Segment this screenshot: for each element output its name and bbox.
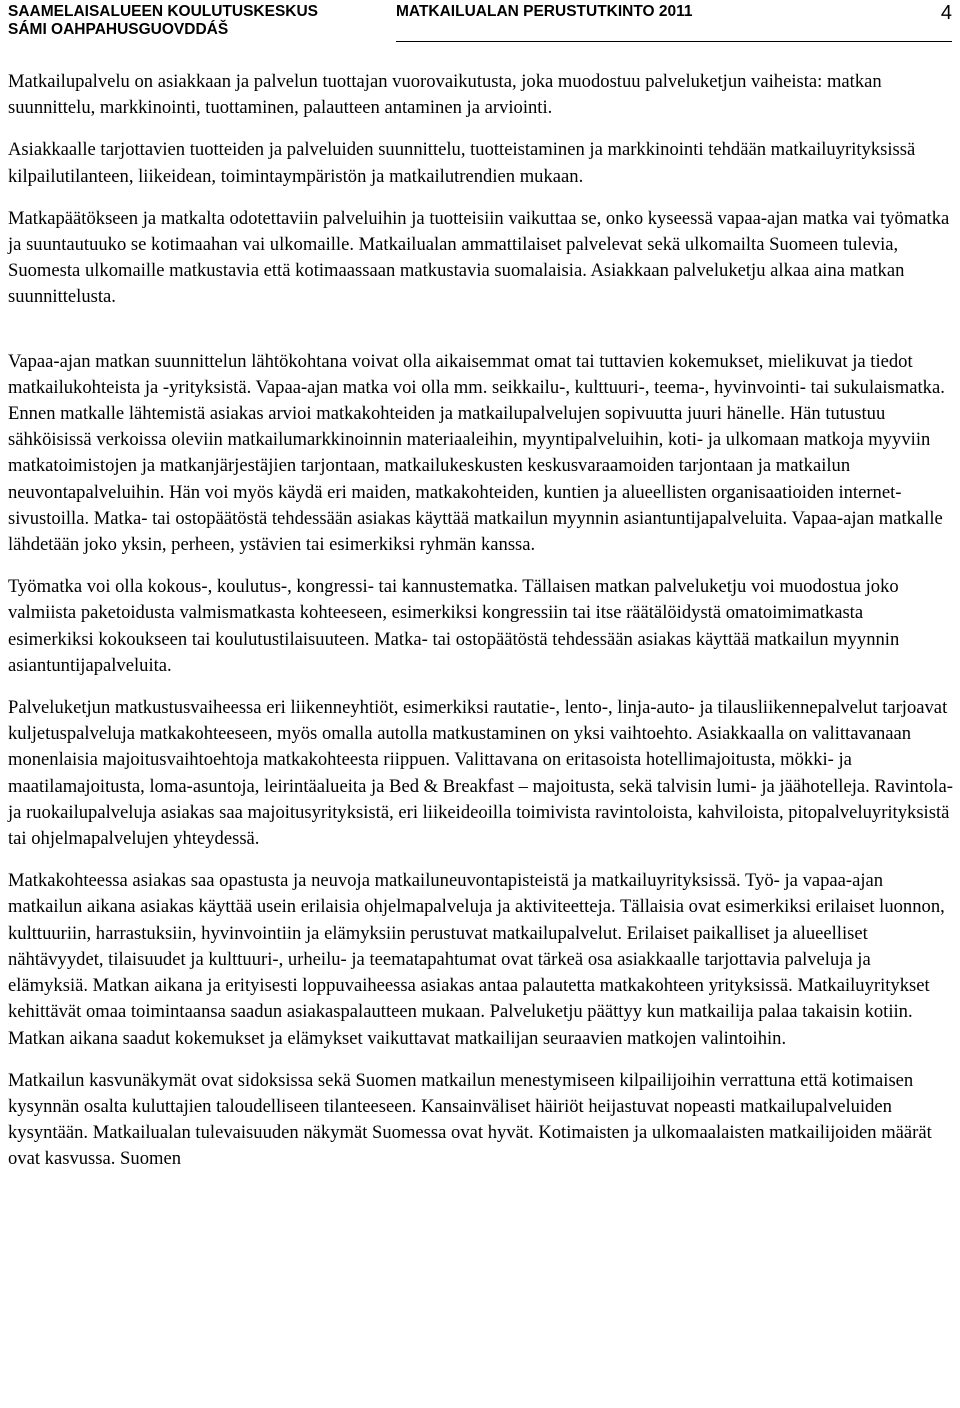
- paragraph: Asiakkaalle tarjottavien tuotteiden ja palveluiden suunnittelu, tuotteistaminen ja markkinointi tehdään matkailuyrityksissä kilpailutilanteen, liikeidean, toimintaympäristön ja matkailutrendien mukaan.: [8, 139, 916, 187]
- paragraph: Matkapäätökseen ja matkalta odotettaviin palveluihin ja tuotteisiin vaikuttaa se, onko kyseessä vapaa-ajan matka vai työmatka ja suuntautuuko se kotimaahan vai ulkomaille. Matkailualan ammattilaiset palvelevat sekä ulkomailta Suomeen tulevia, Suomesta ulkomaille matkustavia että kotimaassaan matkustavia suomalaisia. Asiakkaan palveluketju alkaa aina matkan suunnittelusta.: [8, 207, 950, 308]
- paragraph: Työmatka voi olla kokous-, koulutus-, kongressi- tai kannustematka. Tällaisen matkan palveluketju voi muodostua joko valmiista paketoidusta valmismatkasta kohteeseen, esimerkiksi kongressiin tai itse räätälöidystä omatoimimatkasta esimerkiksi kokoukseen tai koulutustilaisuuteen. Matka- tai ostopäätöstä tehdessään asiakas käyttää matkailun myynnin asiantuntijapalveluita.: [8, 576, 900, 676]
- paragraph: Matkailupalvelu on asiakkaan ja palvelun tuottajan vuorovaikutusta, joka muodostuu palveluketjun vaiheista: matkan suunnittelu, markkinointi, tuottaminen, palautteen antaminen ja arviointi.: [8, 71, 882, 119]
- organization-name: SAAMELAISALUEEN KOULUTUSKESKUS: [8, 3, 319, 20]
- organization-name-sami: SÁMI OAHPAHUSGUOVDDÁŠ: [8, 21, 229, 38]
- paragraph: Palveluketjun matkustusvaiheessa eri liikenneyhtiöt, esimerkiksi rautatie-, lento-, linja-auto- ja tilausliikennepalvelut tarjoavat kuljetuspalveluja matkakohteeseen, myös omalla autolla matkustaminen on yksi vaihtoehto. Asiakkaalla on valittavanaan monenlaisia majoitusvaihtoehtoja matkakohteesta riippuen. Valittavana on eritasoista hotellimajoitusta, mökki- ja maatilamajoitusta, loma-asuntoja, leirintäalueita ja Bed & Breakfast – majoitusta, sekä talvisin lumi- ja jäähotelleja. Ravintola- ja ruokailupalveluja asiakas saa majoitusyrityksistä, eri liikeideoilla toimivista ravintoloista, kahviloista, pitopalveluyrityksistä tai ohjelmapalvelujen yhteydessä.: [8, 697, 953, 850]
- paragraph: Matkakohteessa asiakas saa opastusta ja neuvoja matkailuneuvontapisteistä ja matkailuyrityksissä. Työ- ja vapaa-ajan matkailun aikana asiakas käyttää usein erilaisia ohjelmapalveluja ja aktiviteetteja. Tällaisia ovat esimerkiksi erilaiset luonnon, kulttuuriin, harrastuksiin, hyvinvointiin ja elämyksiin perustuvat matkailupalvelut. Erilaiset paikalliset ja alueelliset nähtävyydet, tilaisuudet ja kulttuuri-, urheilu- ja teematapahtumat ovat tärkeä osa asiakkaalle tarjottavia palveluja ja elämyksiä. Matkan aikana ja erityisesti loppuvaiheessa asiakas antaa palautetta matkakohteen yrityksissä. Matkailuyritykset kehittävät omaa toimintaansa saadun asiakaspalautteen mukaan. Palveluketju päättyy kun matkailija palaa takaisin kotiin. Matkan aikana saadut kokemukset ja elämykset vaikuttavat matkailijan seuraavien matkojen valintoihin.: [8, 870, 945, 1049]
- page-header: [0, 0, 960, 70]
- page-number: 4: [940, 2, 952, 24]
- paragraph: Matkailun kasvunäkymät ovat sidoksissa sekä Suomen matkailun menestymiseen kilpailijoihin verrattuna että kotimaisen kysynnän osalta kuluttajien taloudelliseen tilanteeseen. Kansainväliset häiriöt heijastuvat nopeasti matkailupalveluiden kysyntään. Matkailualan tulevaisuuden näkymät Suomessa ovat hyvät. Kotimaisten ja ulkomaalaisten matkailijoiden määrät ovat kasvussa. Suomen: [8, 1069, 932, 1170]
- document-title: MATKAILUALAN PERUSTUTKINTO 2011: [396, 3, 693, 20]
- paragraph: Vapaa-ajan matkan suunnittelun lähtökohtana voivat olla aikaisemmat omat tai tuttavien kokemukset, mielikuvat ja tiedot matkailukohteista ja -yrityksistä. Vapaa-ajan matka voi olla mm. seikkailu-, kulttuuri-, teema-, hyvinvointi- tai sukulaismatka. Ennen matkalle lähtemistä asiakas arvioi matkakohteiden ja matkailupalvelujen sopivuutta juuri hänelle. Hän tutustuu sähköisissä verkoissa oleviin matkailumarkkinoinnin materiaaleihin, myyntipalveluihin, koti- ja ulkomaan matkoja myyviin matkatoimistojen ja matkanjärjestäjien tarjontaan, matkailukeskusten keskusvaraamoiden tarjontaan ja matkailun neuvontapalveluihin. Hän voi myös käydä eri maiden, matkakohteiden, kuntien ja alueellisten organisaatioiden internet-sivustoilla. Matka- tai ostopäätöstä tehdessään asiakas käyttää matkailun myynnin asiantuntijapalveluita. Vapaa-ajan matkalle lähdetään joko yksin, perheen, ystävien tai esimerkiksi ryhmän kanssa.: [8, 350, 945, 556]
- header-rule: [396, 41, 952, 42]
- document-body: [8, 69, 953, 1189]
